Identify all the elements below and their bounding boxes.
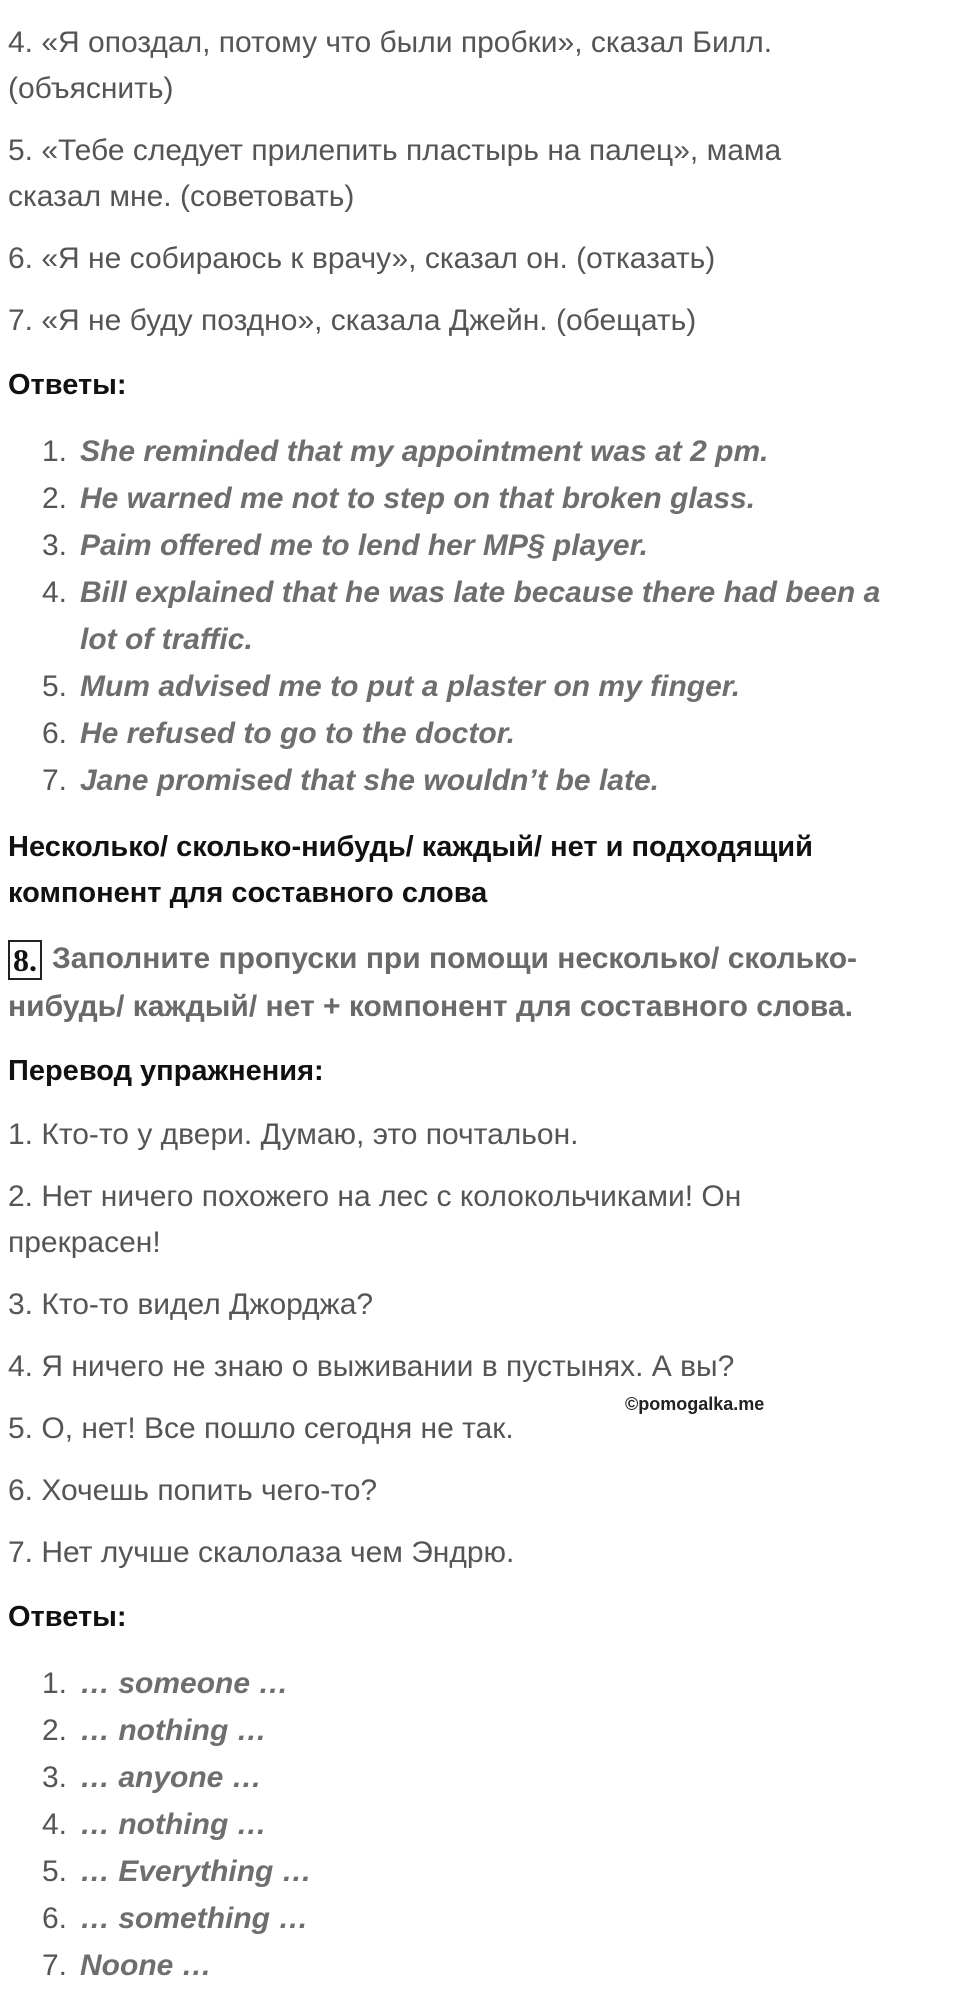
answer-text: … Everything …: [80, 1855, 312, 1888]
answer-text: Bill explained that he was late because there had been a: [80, 576, 881, 609]
translation-line: 6. Хочешь попить чего-то?: [8, 1474, 378, 1507]
answer-number: 1.: [42, 435, 68, 468]
watermark: ©pomogalka.me: [625, 1394, 765, 1414]
answer-number: 7.: [42, 1949, 68, 1982]
intro-line: 6. «Я не собираюсь к врачу», сказал он. (отказать): [8, 242, 716, 275]
answer-text: He refused to go to the doctor.: [80, 717, 516, 750]
answer-item: [42, 522, 880, 569]
answer-item: [42, 1895, 312, 1942]
translation-line: прекрасен!: [8, 1226, 161, 1259]
answer-text: She reminded that my appointment was at 2 pm.: [80, 435, 769, 468]
intro-line: (объяснить): [8, 72, 174, 105]
task-text: нибудь/ каждый/ нет + компонент для составного слова.: [8, 990, 853, 1023]
answers-heading: Ответы:: [8, 1601, 127, 1633]
translation-line: 4. Я ничего не знаю о выживании в пустынях. А вы?: [8, 1350, 735, 1383]
answer-number: 5.: [42, 670, 68, 703]
intro-line: 7. «Я не буду поздно», сказала Джейн. (обещать): [8, 304, 697, 337]
answer-item: [42, 428, 880, 475]
answer-text: … someone …: [80, 1667, 289, 1700]
answer-text: … something …: [80, 1902, 309, 1935]
answers-list: [42, 428, 880, 804]
answer-item: [42, 1801, 312, 1848]
answer-item: [42, 1942, 312, 1989]
answer-item: [42, 1848, 312, 1895]
answer-number: 4.: [42, 1808, 68, 1841]
task-line: [8, 984, 853, 1030]
answer-text: … nothing …: [80, 1808, 267, 1841]
answer-item: [42, 1754, 312, 1801]
answer-item: [42, 475, 880, 522]
answer-number: 1.: [42, 1667, 68, 1700]
answer-item: [42, 710, 880, 757]
answer-text: … anyone …: [80, 1761, 262, 1794]
answer-item: [42, 1707, 312, 1754]
answer-number: 4.: [42, 576, 68, 609]
translation-line: 1. Кто-то у двери. Думаю, это почтальон.: [8, 1118, 579, 1151]
intro-line: сказал мне. (советовать): [8, 180, 355, 213]
answer-item: [42, 757, 880, 804]
answer-text: Noone …: [80, 1949, 212, 1982]
answers-list: [42, 1660, 312, 1989]
translation-line: 3. Кто-то видел Джорджа?: [8, 1288, 374, 1321]
answer-number: 2.: [42, 482, 68, 515]
answer-item-continuation: [42, 616, 880, 663]
section-title: Несколько/ сколько-нибудь/ каждый/ нет и подходящий: [8, 831, 813, 863]
answer-item: [42, 1660, 312, 1707]
translation-line: 7. Нет лучше скалолаза чем Эндрю.: [8, 1536, 515, 1569]
answer-text: Mum advised me to put a plaster on my finger.: [80, 670, 741, 703]
answer-text: lot of traffic.: [80, 623, 253, 656]
answer-number: 5.: [42, 1855, 68, 1888]
translation-line: 2. Нет ничего похожего на лес с колокольчиками! Он: [8, 1180, 742, 1213]
answer-number: 3.: [42, 529, 68, 562]
answer-number: 6.: [42, 1902, 68, 1935]
intro-line: 4. «Я опоздал, потому что были пробки», сказал Билл.: [8, 26, 773, 59]
task-line: [8, 936, 857, 982]
answers-heading: Ответы:: [8, 369, 127, 401]
section-title: компонент для составного слова: [8, 877, 488, 909]
answer-number: 6.: [42, 717, 68, 750]
answer-item: [42, 663, 880, 710]
answer-number: 7.: [42, 764, 68, 797]
task-text: Заполните пропуски при помощи несколько/ сколько-: [52, 942, 858, 975]
task-number-box: 8.: [8, 940, 42, 980]
answer-number: [42, 616, 80, 663]
answer-number: 2.: [42, 1714, 68, 1747]
answer-text: Paim offered me to lend her MP§ player.: [80, 529, 648, 562]
answer-text: He warned me not to step on that broken glass.: [80, 482, 756, 515]
translation-heading: Перевод упражнения:: [8, 1055, 324, 1087]
answer-item: [42, 569, 880, 616]
translation-line: 5. О, нет! Все пошло сегодня не так.: [8, 1412, 514, 1445]
answer-text: … nothing …: [80, 1714, 267, 1747]
answer-text: Jane promised that she wouldn’t be late.: [80, 764, 659, 797]
answer-number: 3.: [42, 1761, 68, 1794]
intro-line: 5. «Тебе следует прилепить пластырь на палец», мама: [8, 134, 782, 167]
